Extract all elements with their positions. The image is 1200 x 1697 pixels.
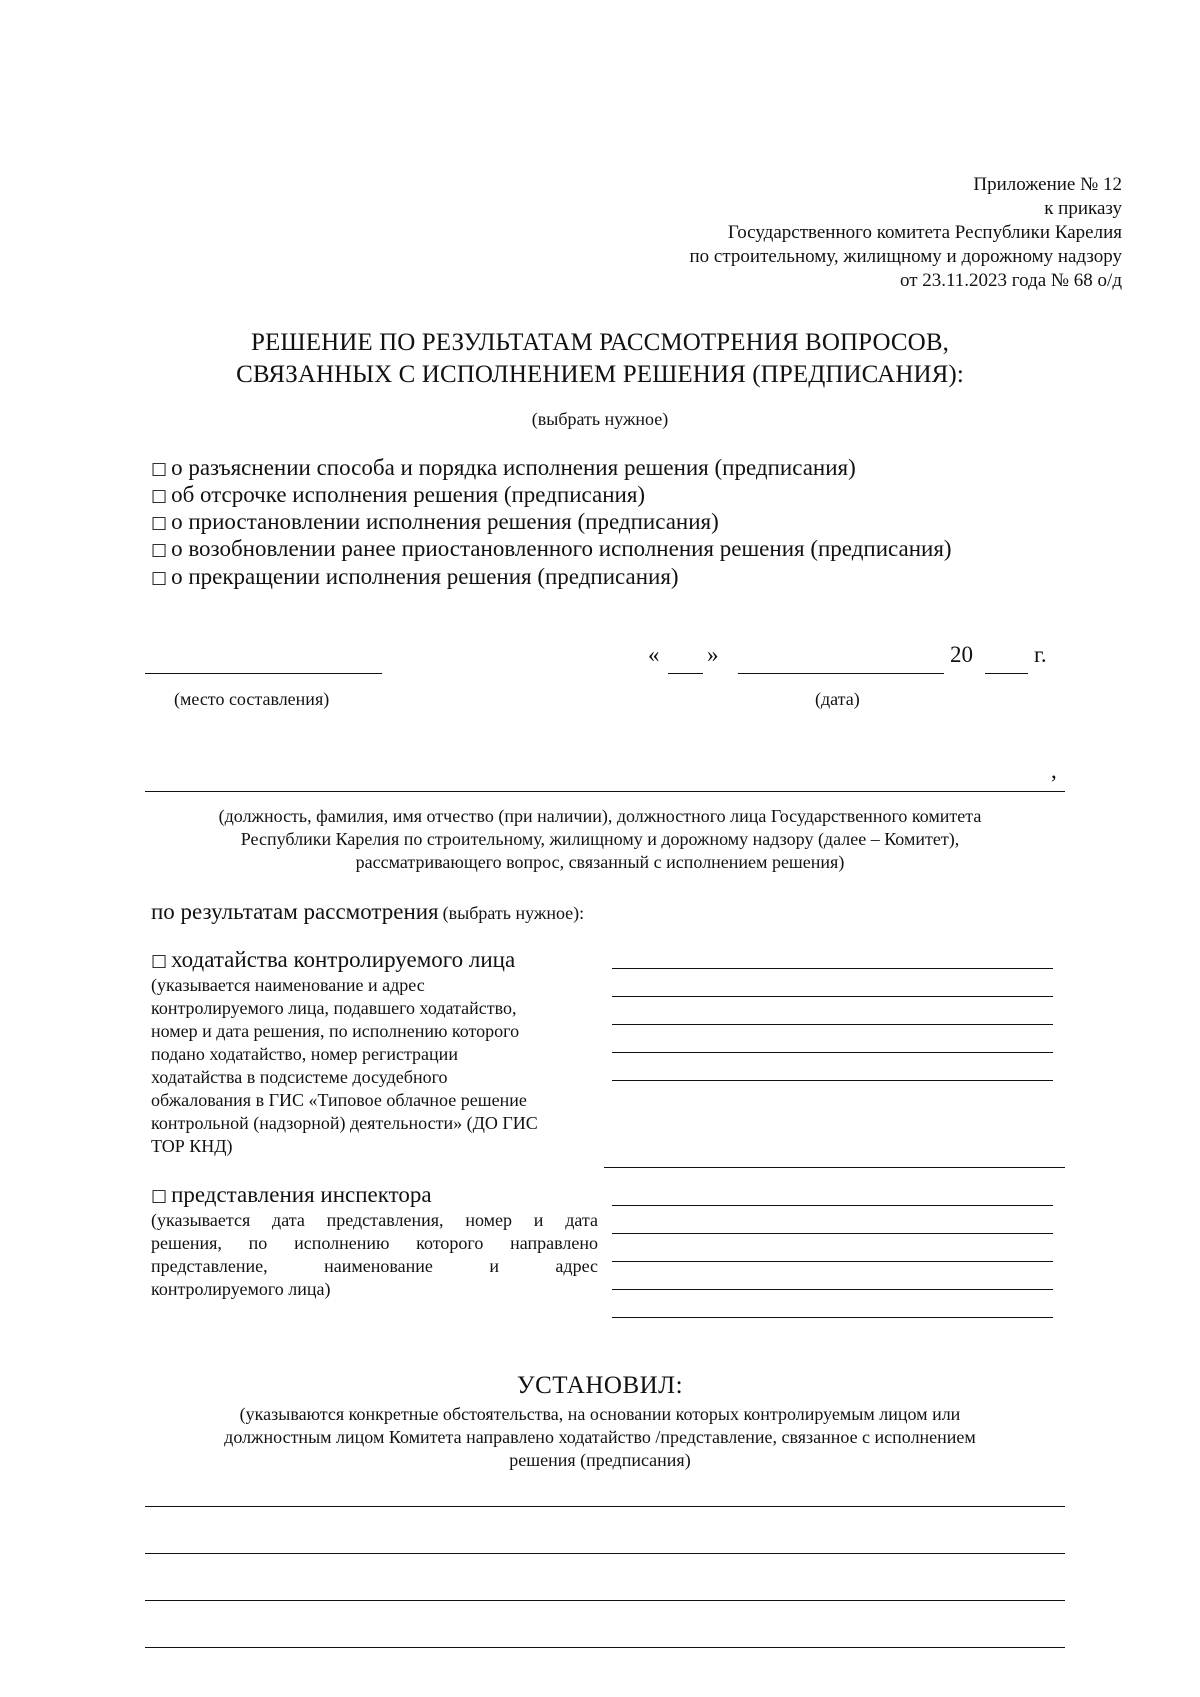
inspector-blank-line[interactable] [612, 1289, 1053, 1290]
official-blank-line[interactable] [145, 791, 1065, 792]
option-suspension[interactable] [151, 508, 719, 538]
checkbox-icon[interactable]: □ [151, 486, 168, 506]
established-caption-line2: должностным лицом Комитета направлено ходатайство /представление, связанное с исполнением [224, 1427, 976, 1447]
petition-blank-line[interactable] [612, 1080, 1053, 1081]
day-blank-line[interactable] [668, 673, 703, 674]
checkbox-icon[interactable]: □ [151, 459, 168, 479]
petition-desc-line: контролируемого лица, подавшего ходатайство, [151, 998, 517, 1018]
appendix-order-ref: к приказу [1044, 198, 1122, 219]
petition-desc-line: обжалования в ГИС «Типовое облачное решение [151, 1090, 527, 1110]
petition-title: ходатайства контролируемого лица [171, 947, 516, 972]
petition-desc-line: ходатайства в подсистеме досудебного [151, 1067, 448, 1087]
date-label: (дата) [815, 689, 860, 709]
year-suffix: г. [1034, 642, 1047, 667]
option-deferral[interactable] [151, 481, 645, 511]
document-title-line2: СВЯЗАННЫХ С ИСПОЛНЕНИЕМ РЕШЕНИЯ (ПРЕДПИСАНИЯ): [236, 361, 964, 388]
inspector-desc-line: представление, наименование и адрес [151, 1256, 598, 1276]
appendix-header [690, 173, 1122, 293]
appendix-committee-scope: по строительному, жилищному и дорожному надзору [689, 246, 1122, 267]
inspector-desc-line: контролируемого лица) [151, 1279, 331, 1299]
established-blank-line[interactable] [145, 1647, 1065, 1648]
appendix-number: Приложение № 12 [973, 174, 1122, 195]
option-termination[interactable] [151, 563, 679, 593]
option-clarification[interactable] [151, 454, 856, 484]
established-blank-line[interactable] [145, 1600, 1065, 1601]
petition-description [151, 974, 601, 1158]
checkbox-icon[interactable]: □ [151, 568, 168, 588]
established-caption-line1: (указываются конкретные обстоятельства, на основании которых контролируемым лицом или [239, 1404, 961, 1424]
option-label: об отсрочке исполнения решения (предписания) [171, 482, 646, 507]
official-caption [0, 805, 1200, 874]
option-label: о прекращении исполнения решения (предписания) [171, 564, 679, 589]
inspector-desc-line: (указывается дата представления, номер и дата [151, 1210, 598, 1230]
date-close-quote: » [707, 642, 719, 667]
petition-end-line[interactable] [604, 1167, 1065, 1168]
petition-option[interactable] [151, 946, 515, 976]
year-blank-line[interactable] [985, 673, 1028, 674]
petition-desc-line: контрольной (надзорной) деятельности» (ДО ГИС [151, 1113, 538, 1133]
inspector-desc-line: решения, по исполнению которого направлено [151, 1233, 598, 1253]
checkbox-icon[interactable]: □ [151, 1186, 168, 1206]
month-blank-line[interactable] [738, 673, 944, 674]
petition-blank-line[interactable] [612, 1052, 1053, 1053]
results-lead-hint: (выбрать нужное): [442, 903, 585, 923]
appendix-order-date: от 23.11.2023 года № 68 о/д [899, 270, 1122, 291]
choose-hint: (выбрать нужное) [531, 409, 669, 429]
document-title-line1: РЕШЕНИЕ ПО РЕЗУЛЬТАТАМ РАССМОТРЕНИЯ ВОПРОСОВ, [251, 329, 949, 356]
appendix-committee: Государственного комитета Республики Карелия [727, 222, 1122, 243]
inspector-title: представления инспектора [171, 1182, 432, 1207]
checkbox-icon[interactable]: □ [151, 951, 168, 971]
established-blank-line[interactable] [145, 1506, 1065, 1507]
petition-desc-line: подано ходатайство, номер регистрации [151, 1044, 458, 1064]
inspector-blank-line[interactable] [612, 1233, 1053, 1234]
established-caption-line3: решения (предписания) [509, 1450, 691, 1470]
place-blank-line[interactable] [145, 673, 382, 674]
results-lead [151, 898, 584, 927]
inspector-description [151, 1209, 598, 1301]
checkbox-icon[interactable]: □ [151, 513, 168, 533]
petition-blank-line[interactable] [612, 1024, 1053, 1025]
option-resumption[interactable] [151, 535, 952, 565]
year-prefix: 20 [950, 642, 973, 667]
place-label: (место составления) [174, 689, 330, 709]
document-title [0, 327, 1200, 391]
established-title: УСТАНОВИЛ: [516, 1372, 684, 1399]
official-caption-line3: рассматривающего вопрос, связанный с исполнением решения) [355, 852, 845, 872]
inspector-option[interactable] [151, 1181, 432, 1211]
petition-desc-line: ТОР КНД) [151, 1136, 233, 1156]
option-label: о приостановлении исполнения решения (предписания) [171, 509, 719, 534]
results-lead-text: по результатам рассмотрения [151, 899, 439, 924]
established-blank-line[interactable] [145, 1553, 1065, 1554]
official-caption-line2: Республики Карелия по строительному, жилищному и дорожному надзору (далее – Комитет), [240, 829, 960, 849]
petition-blank-line[interactable] [612, 996, 1053, 997]
petition-desc-line: номер и дата решения, по исполнению которого [151, 1021, 520, 1041]
petition-desc-line: (указывается наименование и адрес [151, 975, 425, 995]
inspector-blank-line[interactable] [612, 1317, 1053, 1318]
checkbox-icon[interactable]: □ [151, 540, 168, 560]
inspector-blank-line[interactable] [612, 1261, 1053, 1262]
petition-blank-line[interactable] [612, 968, 1053, 969]
option-label: о разъяснении способа и порядка исполнения решения (предписания) [171, 455, 856, 480]
option-label: о возобновлении ранее приостановленного исполнения решения (предписания) [171, 536, 952, 561]
inspector-blank-line[interactable] [612, 1205, 1053, 1206]
official-caption-line1: (должность, фамилия, имя отчество (при наличии), должностного лица Государственного комитета [218, 806, 982, 826]
established-caption [0, 1403, 1200, 1472]
date-open-quote: « [648, 642, 660, 667]
official-comma: , [1051, 758, 1057, 783]
